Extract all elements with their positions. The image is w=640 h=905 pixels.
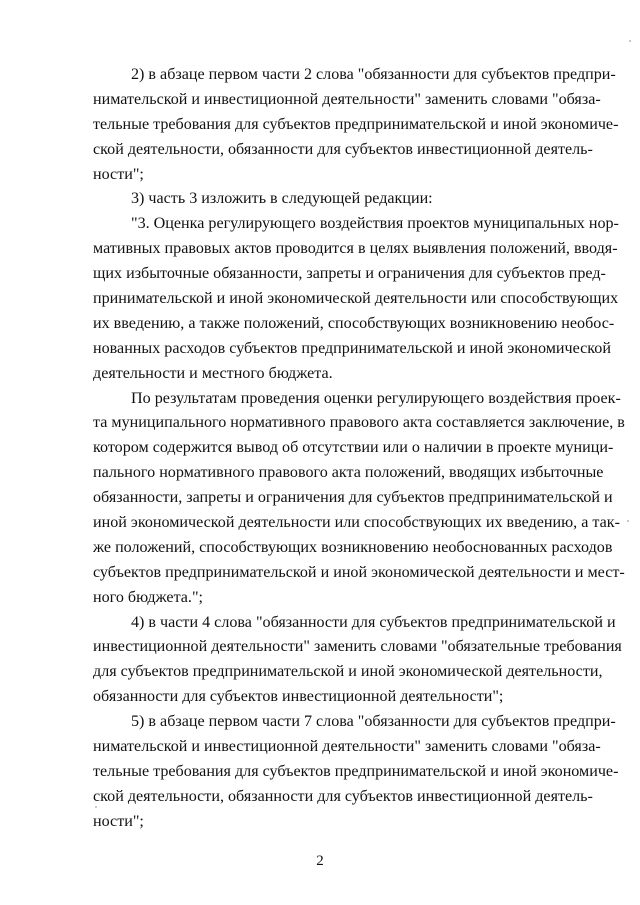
text-line: "3. Оценка регулирующего воздействия проектов муниципальных нор- (131, 215, 619, 233)
text-line: нованных расходов субъектов предпринимательской и иной экономической (93, 339, 611, 357)
text-line: нимательской и инвестиционной деятельности" заменить словами "обяза- (93, 90, 601, 108)
text-line: котором содержится вывод об отсутствии или о наличии в проекте муници- (93, 439, 614, 457)
text-line: тельные требования для субъектов предпринимательской и иной экономиче- (93, 115, 619, 133)
text-line: для субъектов предпринимательской и иной экономической деятельности, (93, 663, 603, 681)
text-line: ного бюджета."; (93, 588, 203, 606)
text-line: ской деятельности, обязанности для субъектов инвестиционной деятель- (93, 787, 593, 805)
text-line: ности"; (93, 165, 144, 183)
text-line: инвестиционной деятельности" заменить словами "обязательные требования (93, 638, 622, 656)
text-line: же положений, способствующих возникновению необоснованных расходов (93, 538, 613, 556)
text-line: обязанности, запреты и ограничения для субъектов предпринимательской и (93, 489, 613, 507)
text-line: мативных правовых актов проводится в целях выявления положений, вводя- (93, 240, 618, 258)
text-line: пального нормативного правового акта положений, вводящих избыточные (93, 464, 604, 482)
text-line: обязанности для субъектов инвестиционной деятельности"; (93, 688, 504, 706)
text-line: иной экономической деятельности или способствующих их введению, а так- (93, 514, 620, 532)
text-line: ской деятельности, обязанности для субъектов инвестиционной деятель- (93, 140, 593, 158)
text-line: их введению, а также положений, способствующих возникновению необос- (93, 314, 615, 332)
text-line: деятельности и местного бюджета. (93, 364, 333, 382)
text-line: 4) в части 4 слова "обязанности для субъектов предпринимательской и (131, 613, 616, 631)
scan-speck (627, 520, 629, 522)
text-line: тельные требования для субъектов предпринимательской и иной экономиче- (93, 762, 619, 780)
document-body (93, 63, 625, 835)
scan-speck (95, 806, 97, 808)
text-line: та муниципального нормативного правового акта составляется заключение, в (93, 414, 625, 432)
page-number: 2 (316, 853, 324, 869)
text-line: 3) часть 3 изложить в следующей редакции: (131, 190, 433, 208)
text-line: ности"; (93, 812, 144, 830)
text-line: субъектов предпринимательской и иной экономической деятельности и мест- (93, 563, 625, 581)
text-line: 5) в абзаце первом части 7 слова "обязанности для субъектов предпри- (131, 713, 616, 731)
text-line: щих избыточные обязанности, запреты и ограничения для субъектов пред- (93, 265, 606, 283)
scan-speck (629, 40, 631, 42)
text-line: нимательской и инвестиционной деятельности" заменить словами "обяза- (93, 738, 601, 756)
text-line: По результатам проведения оценки регулирующего воздействия проек- (131, 389, 621, 407)
text-line: принимательской и иной экономической деятельности или способствующих (93, 290, 619, 308)
text-line: 2) в абзаце первом части 2 слова "обязанности для субъектов предпри- (131, 66, 616, 83)
